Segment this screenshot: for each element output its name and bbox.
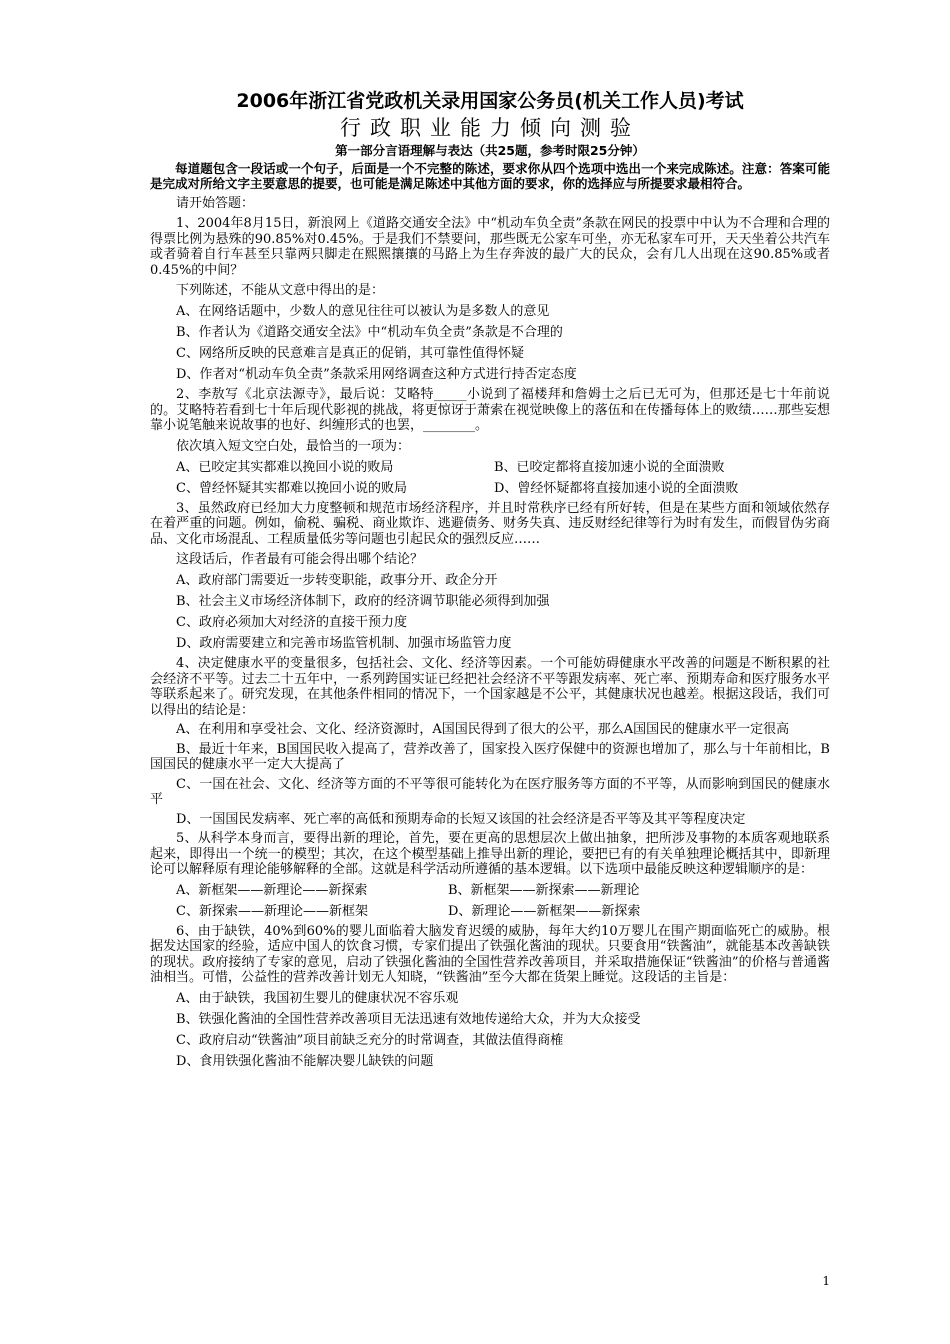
question-6-option-b: B、铁强化酱油的全国性营养改善项目无法迅速有效地传递给大众，并为大众接受	[176, 1011, 641, 1027]
question-2-option-a: A、已咬定其实都难以挽回小说的败局	[176, 459, 394, 475]
question-3-option-c: C、政府必须加大对经济的直接干预力度	[176, 615, 407, 630]
start-prompt: 请开始答题：	[176, 196, 255, 211]
question-5-text: 5、从科学本身而言，要得出新的理论，首先，要在更高的思想层次上做出抽象，把所涉及事物的本质客观地联系起来，即得出一个统一的模型；其次，在这个模型基础上推导出新的理论，要把已有的有关单独理论概括其中，即新理论可以解释原有理论能够解释的全部。这就是科学活动所遵循的基本逻辑。以下选项中最能反映这种逻辑顺序的是：	[150, 831, 830, 877]
question-4-option-d: D、一国国民发病率、死亡率的高低和预期寿命的长短又该国的社会经济是否平等及其平等程度决定	[176, 811, 746, 827]
question-4-option-a: A、在利用和享受社会、文化、经济资源时，A国国民得到了很大的公平，那么A国国民的健康水平一定很高	[176, 722, 790, 737]
question-6-option-a: A、由于缺铁，我国初生婴儿的健康状况不容乐观	[176, 990, 459, 1006]
page-number: 1	[822, 1274, 830, 1288]
question-5-options-row-1	[150, 882, 830, 899]
question-2-options-row-1	[150, 459, 830, 476]
question-2-option-c: C、曾经怀疑其实都难以挽回小说的败局	[176, 480, 407, 496]
question-2-options-row-2	[150, 480, 830, 497]
question-6-text: 6、由于缺铁，40%到60%的婴儿面临着大脑发育迟缓的威胁，每年大约10万婴儿在围产期面临死亡的威胁。根据发达国家的经验，适应中国人的饮食习惯，专家们提出了铁强化酱油的现状。只要食用“铁酱油”，就能基本改善缺铁的现状。政府接纳了专家的意见，启动了铁强化酱油的全国性营养改善项目，并采取措施保证“铁酱油”的价格与普通酱油相当。可惜，公益性的营养改善计划无人知晓，“铁酱油”至今大都在货架上睡觉。这段话的主旨是：	[150, 923, 830, 985]
question-1-option-a: A、在网络话题中，少数人的意见往往可以被认为是多数人的意见	[176, 304, 550, 319]
question-2-text: 2、李敖写《北京法源寺》，最后说：艾略特_____小说到了福楼拜和詹姆士之后已无可为，但那还是七十年前说的。艾略特若看到七十年后现代影视的挑战，将更惊讶于萧索在视觉映像上的落伍和在传播每体上的败绩……那些妄想靠小说笔触来说故事的也好、纠缠形式的也罢，________。	[150, 387, 830, 433]
question-3-stem: 这段话后，作者最有可能会得出哪个结论？	[176, 552, 424, 567]
question-4-option-b: B、最近十年来，B国国民收入提高了，营养改善了，国家投入医疗保健中的资源也增加了，那么与十年前相比，B国国民的健康水平一定大大提高了	[150, 741, 830, 772]
question-3-option-d: D、政府需要建立和完善市场监管机制、加强市场监管力度	[176, 636, 512, 651]
exam-subtitle: 行政职业能力倾向测验	[340, 116, 640, 140]
question-2-option-d: D、曾经怀疑都将直接加速小说的全面溃败	[494, 480, 739, 496]
question-5-options-row-2	[150, 903, 830, 920]
question-3-option-a: A、政府部门需要近一步转变职能，政事分开、政企分开	[176, 573, 498, 588]
question-2-stem: 依次填入短文空白处，最恰当的一项为：	[176, 438, 411, 454]
question-1-text: 1、2004年8月15日，新浪网上《道路交通安全法》中“机动车负全责”条款在网民的投票中中认为不合理和合理的得票比例为悬殊的90.85%对0.45%。于是我们不禁要问，那些既无公家车可坐，亦无私家车可开，天天坐着公共汽车或者骑着自行车甚至只靠两只脚走在熙熙攘攘的马路上为生存奔波的最广大的民众，会有几人出现在这90.85%或者0.45%的中间？	[150, 216, 830, 278]
question-2-option-b: B、已咬定都将直接加速小说的全面溃败	[494, 459, 725, 475]
question-5-option-b: B、新框架——新探索——新理论	[448, 882, 640, 898]
instructions: 每道题包含一段话或一个句子，后面是一个不完整的陈述，要求你从四个选项中选出一个来完成陈述。注意：答案可能是完成对所给文字主要意思的提要，也可能是满足陈述中其他方面的要求，你的选择应与所提要求最相符合。	[150, 161, 830, 191]
question-4-text: 4、决定健康水平的变量很多，包括社会、文化、经济等因素。一个可能妨碍健康水平改善的问题是不断积累的社会经济不平等。过去二十五年中，一系列跨国实证已经把社会经济不平等跟发病率、死亡率、预期寿命和医疗服务水平等联系起来了。研究发现，在其他条件相同的情况下，一个国家越是不公平，其健康状况也越差。根据这段话，我们可以得出的结论是：	[150, 656, 830, 718]
question-1-option-d: D、作者对“机动车负全责”条款采用网络调查这种方式进行持否定态度	[176, 367, 577, 382]
question-3-text: 3、虽然政府已经加大力度整顿和规范市场经济程序，并且时常秩序已经有所好转，但是在某些方面和领域依然存在着严重的问题。例如，偷税、骗税、商业欺诈、逃避债务、财务失真、违反财经纪律等行为时有发生，而假冒伪劣商品、文化市场混乱、工程质量低劣等问题也引起民众的强烈反应……	[150, 500, 830, 547]
question-3-option-b: B、社会主义市场经济体制下，政府的经济调节职能必须得到加强	[176, 594, 550, 609]
question-6-option-d: D、食用铁强化酱油不能解决婴儿缺铁的问题	[176, 1053, 434, 1069]
question-6-option-c: C、政府启动“铁酱油”项目前缺乏充分的时常调查，其做法值得商榷	[176, 1032, 564, 1048]
exam-page	[150, 88, 830, 1070]
question-4-option-c: C、一国在社会、文化、经济等方面的不平等很可能转化为在医疗服务等方面的不平等，从而影响到国民的健康水平	[150, 776, 830, 807]
question-5-option-a: A、新框架——新理论——新探索	[176, 882, 368, 898]
section-heading: 第一部分言语理解与表达（共25题，参考时限25分钟）	[335, 143, 645, 158]
question-1-option-b: B、作者认为《道路交通安全法》中“机动车负全责”条款是不合理的	[176, 325, 563, 340]
question-5-option-d: D、新理论——新框架——新探索	[448, 903, 641, 919]
exam-title: 2006年浙江省党政机关录用国家公务员(机关工作人员)考试	[236, 90, 744, 112]
question-1-option-c: C、网络所反映的民意难言是真正的促销，其可靠性值得怀疑	[176, 346, 524, 361]
question-5-option-c: C、新探索——新理论——新框架	[176, 903, 368, 919]
question-1-stem: 下列陈述，不能从文意中得出的是：	[176, 283, 385, 298]
